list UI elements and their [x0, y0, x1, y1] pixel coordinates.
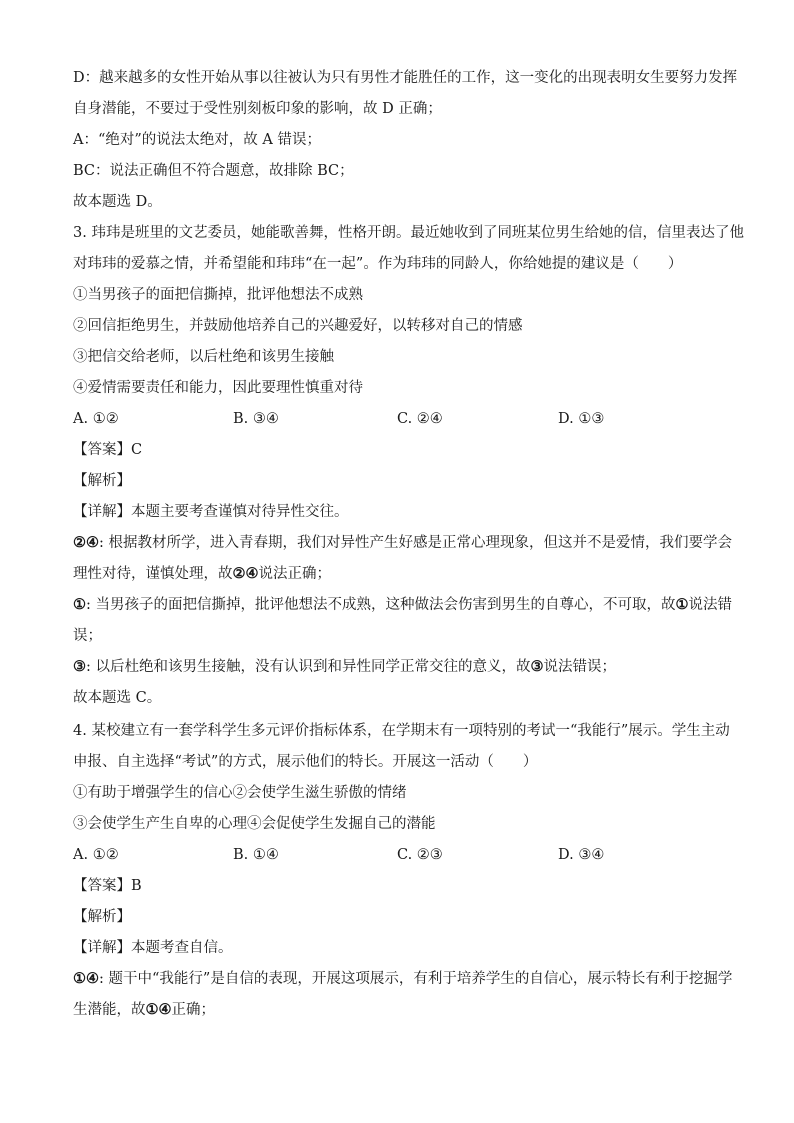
q3-reason2-text1b: 说法错 — [688, 597, 732, 613]
q3-statement-3: ③把信交给老师，以后杜绝和该男生接触 — [73, 349, 334, 365]
q4-statements-line1: ①有助于增强学生的信心②会使学生滋生骄傲的情绪 — [73, 785, 407, 801]
q4-reason1-text: : 题干中“我能行”是自信的表现，开展这项展示，有利于培养学生的自信心，展示特长有利于挖掘学 — [99, 971, 733, 987]
q3-analysis-label: 【解析】 — [73, 473, 131, 489]
q3-reason2-line2: 误； — [73, 628, 102, 644]
q4-stem-line2: 申报、自主选择“考试”的方式，展示他们的特长。开展这一活动（ ） — [73, 754, 538, 770]
q3-option-d: D. ①③ — [558, 411, 605, 427]
q3-stem-line2: 对玮玮的爱慕之情，并希望能和玮玮“在一起”。作为玮玮的同龄人，你给她提的建议是（ ） — [73, 256, 683, 272]
q2-conclusion: 故本题选 D。 — [73, 194, 162, 210]
q3-option-c: C. ②④ — [397, 411, 443, 427]
q3-reason1-text2a: 理性对待，谨慎处理，故 — [73, 566, 233, 582]
q3-reason1-line2 — [73, 564, 331, 584]
q3-reason1-line1 — [73, 533, 732, 553]
q3-answer-tag: 【答案】 — [73, 442, 131, 458]
q4-reason1-mark: ①④ — [73, 970, 99, 987]
q3-reason2-text1a: : 当男孩子的面把信撕掉，批评他想法不成熟，这种做法会伤害到男生的自尊心，不可取，故 — [86, 597, 676, 613]
q3-reason1-text2b: 说法正确； — [258, 566, 331, 582]
q4-analysis-tag — [73, 907, 131, 927]
q3-option-a: A. ①② — [73, 411, 119, 427]
q4-answer-value: B — [131, 878, 142, 894]
q3-detail-text: 本题主要考查谨慎对待异性交往。 — [131, 504, 349, 520]
q4-reason1-mark2: ①④ — [145, 1001, 172, 1018]
q3-statement-2: ②回信拒绝男生，并鼓励他培养自己的兴趣爱好，以转移对自己的情感 — [73, 318, 523, 334]
q4-reason1-line1 — [73, 969, 732, 989]
q4-reason1-text2a: 生潜能，故 — [73, 1002, 146, 1018]
q4-option-b: B. ①④ — [233, 847, 279, 863]
q3-reason3-text1b: 说法错误； — [543, 659, 616, 675]
q2-a-explanation: A：“绝对”的说法太绝对，故 A 错误； — [73, 132, 321, 148]
q3-answer-line — [73, 440, 142, 460]
q3-statement-1: ①当男孩子的面把信撕掉，批评他想法不成熟 — [73, 287, 363, 303]
q3-reason3-mark: ③ — [73, 658, 86, 675]
q3-reason3-mark2: ③ — [530, 658, 544, 675]
q4-answer-line — [73, 876, 142, 896]
q3-reason3-text1a: : 以后杜绝和该男生接触，没有认识到和异性同学正常交往的意义，故 — [86, 659, 531, 675]
q3-reason2-line1 — [73, 595, 732, 615]
q3-statement-4: ④爱情需要责任和能力，因此要理性慎重对待 — [73, 380, 363, 396]
q3-stem-line1: 3. 玮玮是班里的文艺委员，她能歌善舞，性格开朗。最近她收到了同班某位男生给她的信，信里表达了他 — [73, 225, 744, 241]
q3-reason2-mark: ① — [73, 596, 86, 613]
q3-conclusion: 故本题选 C。 — [73, 690, 162, 706]
q4-detail-tag: 【详解】 — [73, 940, 131, 956]
q4-option-d: D. ③④ — [558, 847, 605, 863]
q4-detail-text: 本题考查自信。 — [131, 940, 233, 956]
q4-detail-line — [73, 938, 233, 958]
q4-analysis-label: 【解析】 — [73, 909, 131, 925]
q2-bc-explanation: BC：说法正确但不符合题意，故排除 BC； — [73, 163, 354, 179]
q3-reason1-mark: ②④ — [73, 534, 99, 551]
q3-detail-tag: 【详解】 — [73, 504, 131, 520]
q4-reason1-text2b: 正确； — [171, 1002, 215, 1018]
q3-analysis-tag — [73, 471, 131, 491]
q3-option-b: B. ③④ — [233, 411, 279, 427]
q4-option-a: A. ①② — [73, 847, 119, 863]
q4-option-c: C. ②③ — [397, 847, 443, 863]
q4-stem-line1: 4. 某校建立有一套学科学生多元评价指标体系，在学期末有一项特别的考试一“我能行”展示。学生主动 — [73, 723, 730, 739]
q4-reason1-line2 — [73, 1000, 215, 1020]
q2-d-explanation-line2: 自身潜能，不要过于受性别刻板印象的影响，故 D 正确； — [73, 101, 442, 117]
q3-reason1-mark2: ②④ — [232, 565, 259, 582]
q3-reason1-text: : 根据教材所学，进入青春期，我们对异性产生好感是正常心理现象，但这并不是爱情，我们要学会 — [99, 535, 732, 551]
q3-detail-line — [73, 502, 349, 522]
q4-statements-line2: ③会使学生产生自卑的心理④会促使学生发掘自己的潜能 — [73, 816, 436, 832]
q3-answer-value: C — [131, 442, 143, 458]
q3-reason2-mark2: ① — [675, 596, 689, 613]
q3-reason3-line1 — [73, 657, 616, 677]
q4-answer-tag: 【答案】 — [73, 878, 131, 894]
q2-d-explanation-line1: D：越来越多的女性开始从事以往被认为只有男性才能胜任的工作，这一变化的出现表明女生要努力发挥 — [73, 70, 738, 86]
